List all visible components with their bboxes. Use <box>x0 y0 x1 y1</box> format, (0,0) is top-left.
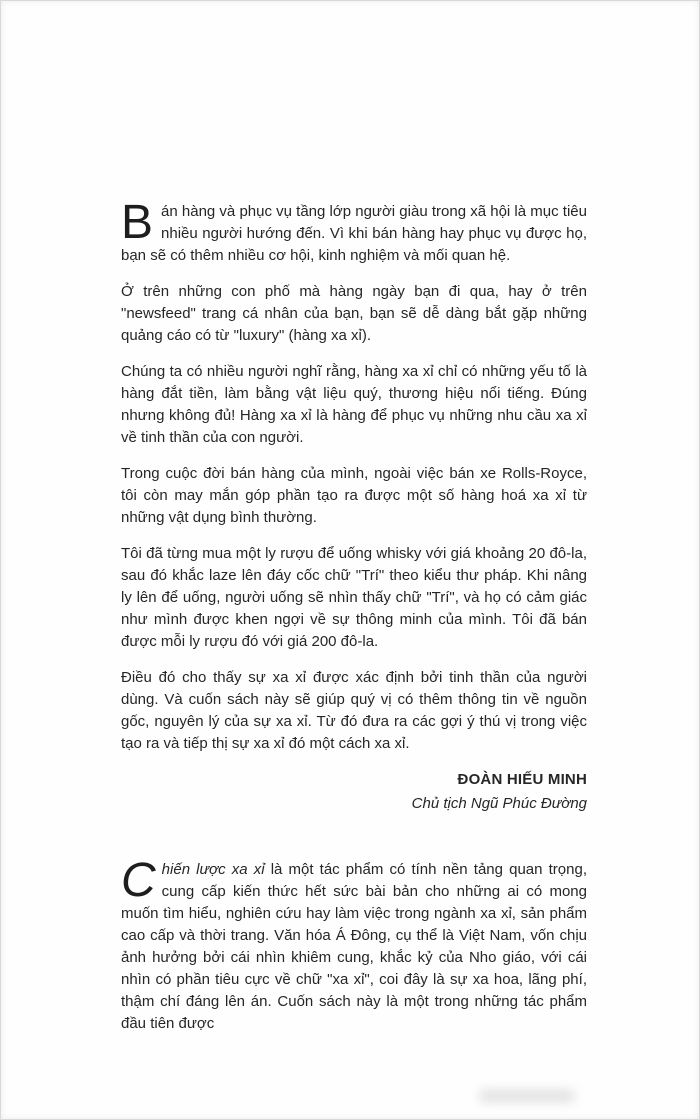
dropcap-letter-c: C <box>121 854 156 907</box>
book-title-italic: hiến lược xa xỉ <box>161 861 265 878</box>
body-paragraph-5: Điều đó cho thấy sự xa xỉ được xác định bởi tinh thần của người dùng. Và cuốn sách này sẽ giúp quý vị có thêm thông tin về nguồn gốc, nguyên lý của sự xa xỉ. Từ đó đưa ra các gợi ý thú vị trong việc tạo ra và tiếp thị sự xa xỉ đó một cách xa xỉ. <box>121 669 587 752</box>
signature-block <box>121 769 587 815</box>
body-paragraph-2: Chúng ta có nhiều người nghĩ rằng, hàng xa xỉ chỉ có những yếu tố là hàng đắt tiền, làm bằng vật liệu quý, thương hiệu nổi tiếng. Đúng nhưng không đủ! Hàng xa xỉ là hàng để phục vụ những nhu cầu xa xỉ về tinh thần của con người. <box>121 363 587 446</box>
intro-paragraph <box>121 196 587 267</box>
author-name: ĐOÀN HIẾU MINH <box>457 771 587 788</box>
dropcap-letter-b: B <box>121 196 154 249</box>
intro-paragraph-text: án hàng và phục vụ tầng lớp người giàu trong xã hội là mục tiêu nhiều người hướng đến. Vì khi bán hàng hay phục vụ được họ, bạn sẽ có thêm nhiều cơ hội, kinh nghiệm và mối quan hệ. <box>121 203 587 264</box>
book-page <box>1 1 699 1035</box>
author-title: Chủ tịch Ngũ Phúc Đường <box>411 795 587 812</box>
scan-smudge <box>479 1089 575 1103</box>
body-paragraph-4: Tôi đã từng mua một ly rượu để uống whisky với giá khoảng 20 đô-la, sau đó khắc laze lên đáy cốc chữ "Trí" theo kiểu thư pháp. Khi nâng ly lên để uống, người uống sẽ nhìn thấy chữ "Trí", và họ có cảm giác như mình được khen ngợi về sự thông minh của mình. Tôi đã bán được mỗi ly rượu đó với giá 200 đô-la. <box>121 545 587 650</box>
body-paragraph-1: Ở trên những con phố mà hàng ngày bạn đi qua, hay ở trên "newsfeed" trang cá nhân của bạn, bạn sẽ dễ dàng bắt gặp những quảng cáo có từ "luxury" (hàng xa xỉ). <box>121 283 587 344</box>
review-paragraph-text: là một tác phẩm có tính nền tảng quan trọng, cung cấp kiến thức hết sức bài bản cho những ai có mong muốn tìm hiểu, nghiên cứu hay làm việc trong ngành xa xỉ, sản phẩm cao cấp và thời trang. Văn hóa Á Đông, cụ thể là Việt Nam, vốn chịu ảnh hưởng bởi cái nhìn khiêm cung, khắc kỷ của Nho giáo, với cái nhìn có phần tiêu cực về chữ "xa xỉ", coi đây là sự xa hoa, lãng phí, thậm chí đáng lên án. Cuốn sách này là một trong những tác phẩm đầu tiên được <box>121 861 587 1032</box>
review-paragraph <box>121 854 587 1035</box>
body-paragraph-3: Trong cuộc đời bán hàng của mình, ngoài việc bán xe Rolls-Royce, tôi còn may mắn góp phần tạo ra được một số hàng hoá xa xỉ từ những vật dụng bình thường. <box>121 465 587 526</box>
